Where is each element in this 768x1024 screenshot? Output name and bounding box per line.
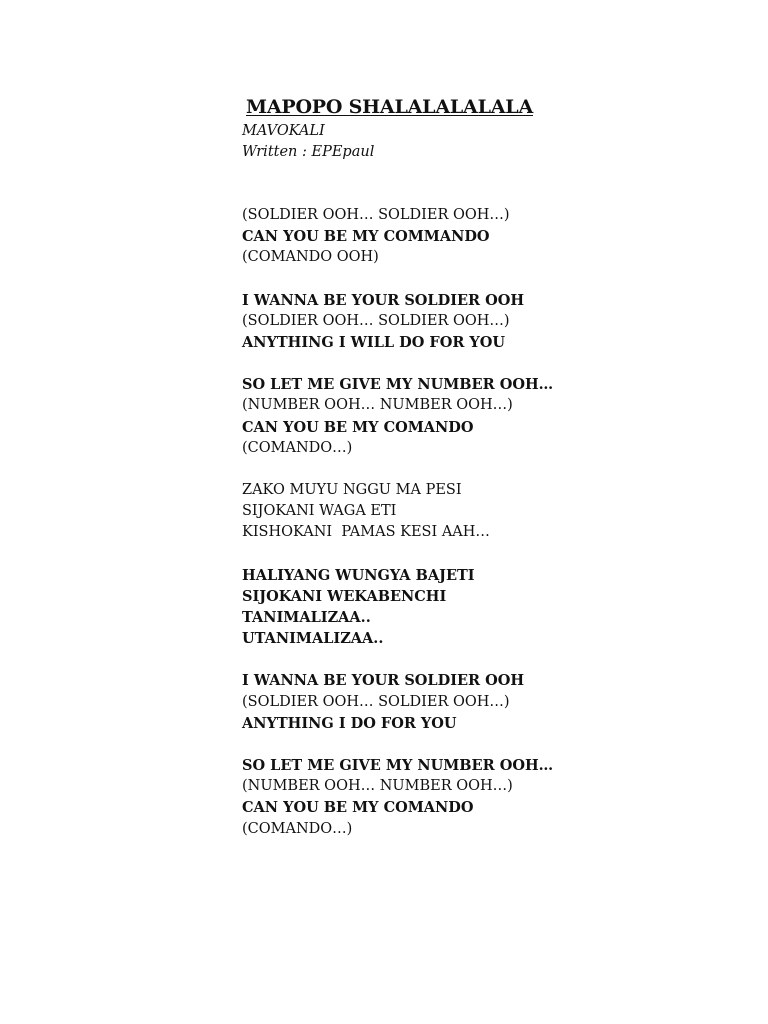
lyric-line: CAN YOU BE MY COMMANDO <box>242 228 490 246</box>
lyric-line: ANYTHING I DO FOR YOU <box>242 714 457 732</box>
lyric-line: HALIYANG WUNGYA BAJETI <box>242 566 475 584</box>
lyric-line: (SOLDIER OOH… SOLDIER OOH…) <box>242 312 510 329</box>
stanza <box>242 755 722 840</box>
lyric-line: TANIMALIZAA.. <box>242 609 371 627</box>
stanza <box>242 565 722 650</box>
lyric-line: ZAKO MUYU NGGU MA PESI <box>242 482 462 499</box>
stanza <box>242 290 722 354</box>
lyric-line: SO LET ME GIVE MY NUMBER OOH… <box>242 376 554 394</box>
lyric-line: CAN YOU BE MY COMANDO <box>242 799 474 817</box>
song-title: MAPOPO SHALALALALALA <box>246 96 533 118</box>
stanza <box>242 374 722 459</box>
lyric-line: (SOLDIER OOH… SOLDIER OOH…) <box>242 207 510 223</box>
lyric-line: (COMANDO…) <box>242 820 353 837</box>
lyric-line: SO LET ME GIVE MY NUMBER OOH… <box>242 757 554 775</box>
lyric-line: CAN YOU BE MY COMANDO <box>242 418 474 436</box>
lyric-line: I WANNA BE YOUR SOLDIER OOH <box>242 291 525 309</box>
lyric-line: KISHOKANI PAMAS KESI AAH… <box>242 524 490 541</box>
stanza <box>242 205 722 269</box>
stanza <box>242 670 722 734</box>
artist-name: MAVOKALI <box>242 123 325 139</box>
lyric-line: UTANIMALIZAA.. <box>242 630 384 648</box>
lyric-line: (NUMBER OOH… NUMBER OOH…) <box>242 397 513 414</box>
spacer <box>242 163 722 205</box>
lyric-line: SIJOKANI WEKABENCHI <box>242 587 447 605</box>
lyrics-document <box>242 94 722 861</box>
lyric-line: (COMANDO…) <box>242 439 353 456</box>
lyric-line: (SOLDIER OOH… SOLDIER OOH…) <box>242 693 510 710</box>
lyric-line: ANYTHING I WILL DO FOR YOU <box>242 334 506 352</box>
stanza <box>242 480 722 544</box>
lyric-line: SIJOKANI WAGA ETI <box>242 503 397 520</box>
lyrics-body <box>242 205 722 840</box>
lyric-line: I WANNA BE YOUR SOLDIER OOH <box>242 672 525 690</box>
lyric-line: (COMANDO OOH) <box>242 249 379 266</box>
lyric-line: (NUMBER OOH… NUMBER OOH…) <box>242 778 513 795</box>
writer-credit: Written : EPEpaul <box>242 144 375 160</box>
